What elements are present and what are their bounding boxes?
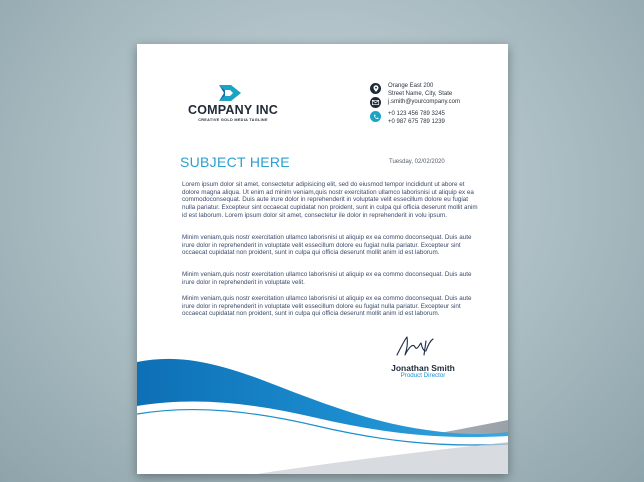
- letterhead-page: [137, 44, 508, 474]
- email-address: j.smith@yourcompany.com: [388, 99, 460, 105]
- phone-icon: [370, 111, 381, 122]
- logo-arrow-icon: [217, 83, 243, 103]
- signatory-title: Product Director: [400, 372, 446, 379]
- signatory-name: Jonathan Smith: [391, 363, 455, 373]
- footer-wave-decoration: [137, 344, 508, 474]
- location-pin-icon: [370, 83, 381, 94]
- body-paragraph: Minim veniam,quis nostr exercitation ullamco laborisnisi ut aliquip ex ea commo doconsequat. Duis aute irure dolor in reprehenderit in voluptate velit essecillum dolore eu fugiat nulla pariatur. Excepteur sint occaecat cupidatat non proident, sunt in culpa qui officia deserunt mollit anim id est laborum.: [182, 234, 472, 257]
- contact-email: [370, 97, 460, 108]
- body-paragraph: Minim veniam,quis nostr exercitation ullamco laborisnisi ut aliquip ex ea commo doconsequat. Duis aute irure dolor in reprehenderit in voluptate velit essecillum dolore eu fugiat nulla pariatur. Excepteur sint occaecat cupidatat non proident, sunt in culpa qui officia deserunt mollit anim id est laborum.: [182, 295, 472, 318]
- body-paragraph: Lorem ipsum dolor sit amet, consectetur adipisicing elit, sed do eiusmod tempor incididunt ut abore et dolore magna aliqua. Ut enim ad minim veniam,quis nostr exercitation ullamco laborisnisi ut aliquip ex ea commodoconsequat. Duis aute irure dolor in reprehenderit in voluptate velit essecillum dolore eu fugiat nulla pariatur. Excepteur sint occaecat cupidatat non proident, sunt in culpa qui officia deserunt mollit anim id est laborum. Lorem ipsum dolor sit amet, consectetur ile dolor in reprehenderit in volu ipsum.: [182, 181, 478, 219]
- phone-number-2: +0 987 675 789 1239: [388, 118, 445, 125]
- address-line-1: Orange East 200: [388, 83, 434, 89]
- phone-number-1: +0 123 456 789 3245: [388, 111, 445, 117]
- contact-address: [370, 83, 452, 98]
- contact-phone: [370, 111, 445, 126]
- company-tagline: CREATIVE GOLD MEDIA TAGLINE: [198, 118, 268, 122]
- subject-heading: SUBJECT HERE: [180, 154, 290, 170]
- body-paragraph: Minim veniam,quis nostr exercitation ullamco laborisnisi ut aliquip ex ea commo doconsequat. Duis aute irure dolor in reprehenderit in voluptate velit.: [182, 271, 472, 286]
- company-name: COMPANY INC: [188, 103, 278, 117]
- address-line-2: Street Name, City, State: [388, 90, 453, 97]
- email-icon: [370, 97, 381, 108]
- letter-date: Tuesday, 02/02/2020: [389, 159, 445, 165]
